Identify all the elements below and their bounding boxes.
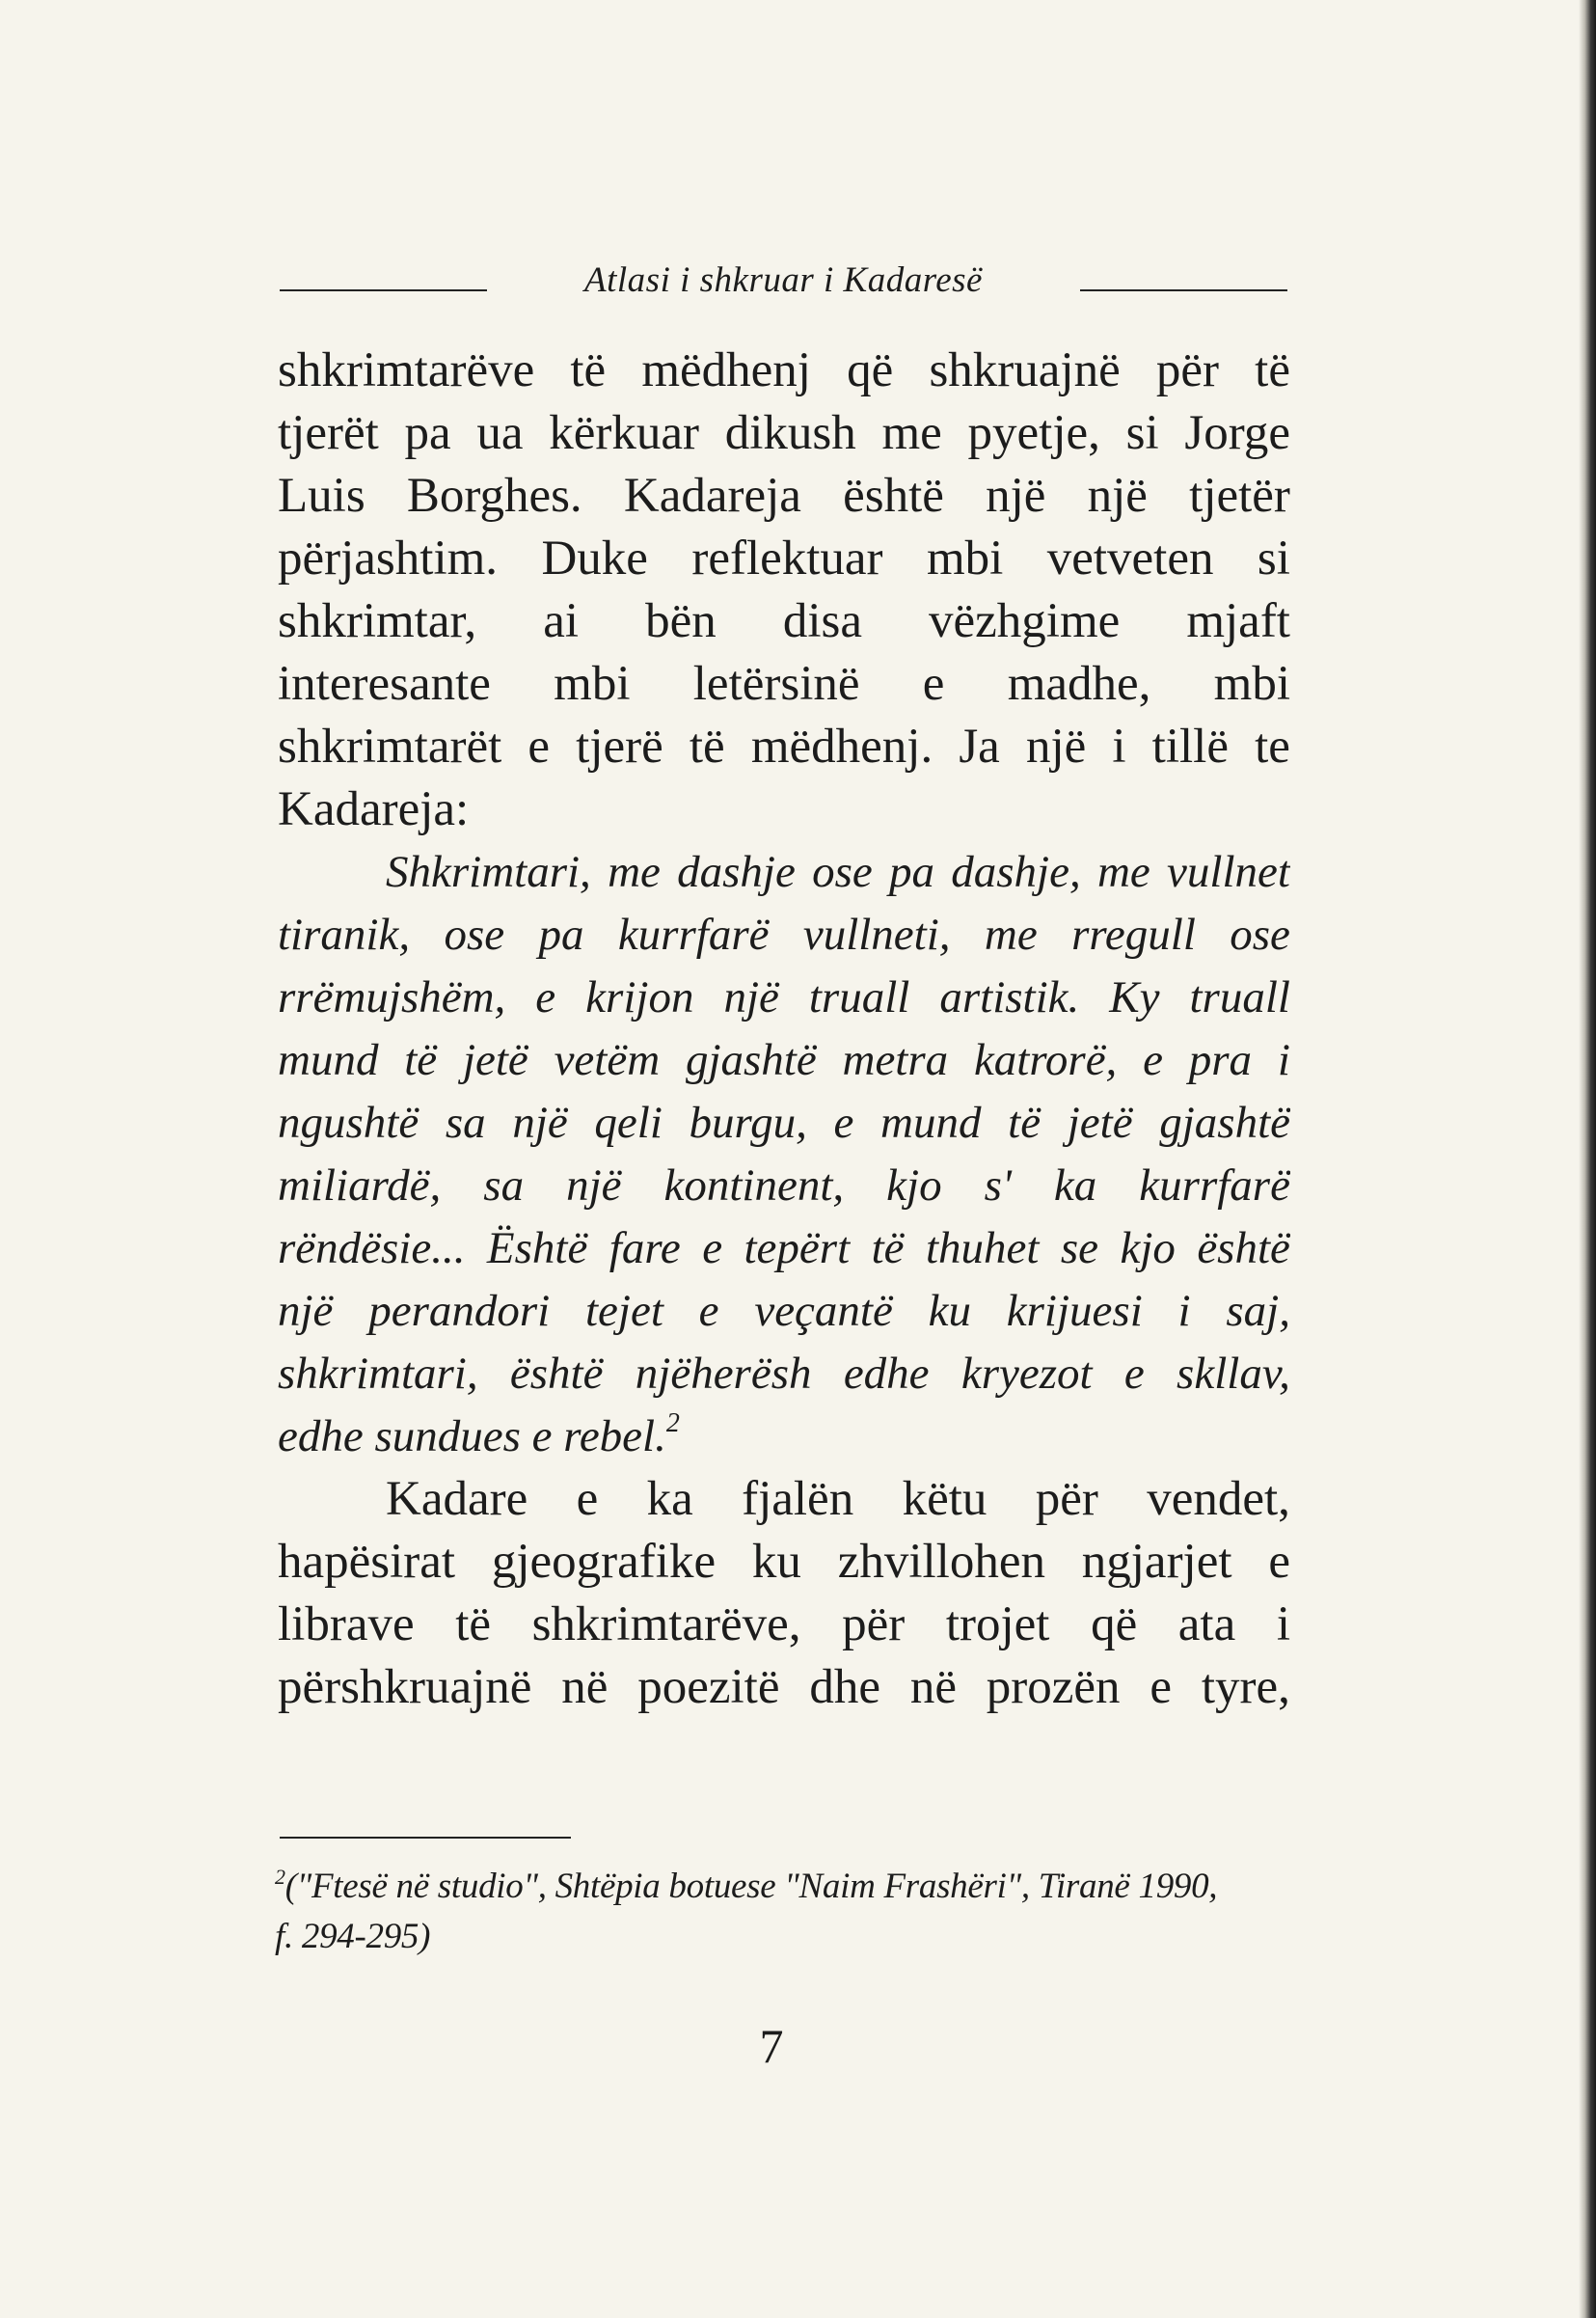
- word: kurrfarë: [617, 910, 770, 960]
- word: jetë: [1067, 1098, 1133, 1148]
- text-line: [278, 716, 1290, 778]
- word: tjerët: [278, 406, 379, 460]
- text-line: [278, 1656, 1290, 1719]
- paragraph-1: [278, 340, 1290, 841]
- word: i: [1277, 1035, 1290, 1085]
- word: vullnet: [1167, 847, 1290, 897]
- word: tjetër: [1189, 469, 1290, 523]
- word: tillë: [1151, 720, 1229, 774]
- word: sa: [483, 1160, 525, 1211]
- word: pa: [404, 406, 451, 460]
- word: kjo: [1120, 1223, 1176, 1273]
- word: se: [1060, 1223, 1099, 1273]
- word: madhe,: [1007, 657, 1151, 711]
- body-text: [278, 340, 1290, 1719]
- word: Është: [486, 1223, 588, 1273]
- word: vullneti,: [802, 910, 951, 960]
- word: kjo: [886, 1160, 942, 1211]
- word: mëdhenj: [641, 343, 811, 397]
- word: të: [455, 1597, 491, 1651]
- word: e: [698, 1286, 719, 1336]
- footnote-text: ("Ftesë në studio", Shtëpia botuese "Naim Frashëri", Tiranë 1990,: [284, 1867, 1218, 1906]
- word: në: [561, 1660, 609, 1714]
- word: ose: [444, 910, 505, 960]
- word: këtu: [902, 1472, 987, 1526]
- word: Duke: [541, 532, 648, 586]
- quote-last-line: [278, 1405, 1290, 1468]
- word: vendet,: [1147, 1472, 1290, 1526]
- word: interesante: [278, 657, 491, 711]
- word: Kadare: [386, 1472, 528, 1526]
- word: ka: [1053, 1160, 1097, 1211]
- word: është: [843, 469, 944, 523]
- word: e: [1143, 1035, 1163, 1085]
- word: mund: [278, 1035, 379, 1085]
- word: ata: [1177, 1597, 1236, 1651]
- word: librave: [278, 1597, 415, 1651]
- word: e: [1123, 1349, 1145, 1399]
- footnote-marker: 2: [275, 1865, 285, 1889]
- word: të: [871, 1223, 905, 1273]
- word: e: [576, 1472, 599, 1526]
- word: të: [689, 720, 725, 774]
- word: pa: [538, 910, 584, 960]
- footnote: [275, 1862, 1287, 1962]
- word: i: [1177, 1286, 1191, 1336]
- word: e: [535, 972, 556, 1023]
- word: ua: [476, 406, 524, 460]
- word: dikush: [724, 406, 856, 460]
- word: truall: [808, 972, 910, 1023]
- word: e: [833, 1098, 854, 1148]
- header-title: Atlasi i shkruar i Kadaresë: [584, 259, 983, 300]
- word: fjalën: [742, 1472, 854, 1526]
- word: që: [1091, 1597, 1138, 1651]
- word: krijuesi: [1006, 1286, 1143, 1336]
- word: veçantë: [754, 1286, 893, 1336]
- word: shkrimtar,: [278, 594, 477, 648]
- quote-line: [278, 967, 1290, 1029]
- word: Jorge: [1184, 406, 1290, 460]
- word: thuhet: [925, 1223, 1040, 1273]
- word: miliardë,: [278, 1160, 442, 1211]
- word: prozën: [986, 1660, 1121, 1714]
- word: një: [1087, 469, 1148, 523]
- word: me: [984, 910, 1038, 960]
- word: pyetje,: [967, 406, 1100, 460]
- word: tyre,: [1201, 1660, 1290, 1714]
- word: Shkrimtari,: [386, 847, 591, 897]
- word: jetë: [462, 1035, 528, 1085]
- word: shkrimtarët: [278, 720, 502, 774]
- word: vëzhgime: [929, 594, 1121, 648]
- paragraph-2: [278, 1468, 1290, 1719]
- page-number: 7: [759, 2019, 784, 2073]
- word: gjashtë: [1159, 1098, 1290, 1148]
- word: i: [1112, 720, 1126, 774]
- word: katrorë,: [973, 1035, 1118, 1085]
- header-rule-right: [1080, 289, 1287, 291]
- word: zhvillohen: [837, 1535, 1045, 1589]
- text-line: Kadareja:: [278, 782, 470, 836]
- word: poezitë: [637, 1660, 780, 1714]
- word: një: [512, 1098, 568, 1148]
- word: për: [842, 1597, 906, 1651]
- word: tejet: [584, 1286, 663, 1336]
- word: artistik.: [939, 972, 1080, 1023]
- word: i: [1276, 1597, 1290, 1651]
- word: mbi: [554, 657, 631, 711]
- word: si: [1125, 406, 1159, 460]
- word: truall: [1189, 972, 1290, 1023]
- word: një: [278, 1286, 334, 1336]
- word: shkrimtarëve: [278, 343, 535, 397]
- quote-line: [278, 1280, 1290, 1343]
- word: të: [570, 343, 607, 397]
- word: shkruajnë: [929, 343, 1121, 397]
- word: dashje,: [951, 847, 1081, 897]
- word: rëndësie...: [278, 1223, 466, 1273]
- word: hapësirat: [278, 1535, 456, 1589]
- word: e: [922, 657, 945, 711]
- word: është: [1197, 1223, 1290, 1273]
- word: Ja: [959, 720, 1000, 774]
- word: vetveten: [1046, 532, 1214, 586]
- text-line: [278, 528, 1290, 590]
- text-line: [278, 402, 1290, 465]
- word: ose: [812, 847, 873, 897]
- word: edhe: [843, 1349, 930, 1399]
- word: me: [608, 847, 661, 897]
- word: ngushtë: [278, 1098, 419, 1148]
- word: tiranik,: [278, 910, 411, 960]
- word: rregull: [1071, 910, 1196, 960]
- text-line: [278, 590, 1290, 653]
- scan-edge: [1579, 0, 1596, 2318]
- word: tjerë: [576, 720, 663, 774]
- quote-line: [278, 1343, 1290, 1405]
- text-line: [278, 340, 1290, 402]
- quote-line: [278, 841, 1290, 904]
- word: një: [986, 469, 1046, 523]
- word: s': [984, 1160, 1012, 1211]
- quote-line: [278, 1217, 1290, 1280]
- word: kryezot: [960, 1349, 1093, 1399]
- word: skllav,: [1177, 1349, 1290, 1399]
- word: Luis: [278, 469, 365, 523]
- word: një: [566, 1160, 622, 1211]
- word: kontinent,: [663, 1160, 845, 1211]
- word: shkrimtari,: [278, 1349, 478, 1399]
- text-line: [278, 465, 1290, 528]
- word: rrëmujshëm,: [278, 972, 506, 1023]
- running-header: [280, 256, 1287, 304]
- word: është: [509, 1349, 604, 1399]
- word: si: [1257, 532, 1290, 586]
- word: perandori: [368, 1286, 551, 1336]
- word: te: [1255, 720, 1290, 774]
- word: metra: [842, 1035, 949, 1085]
- footnote-reference[interactable]: 2: [665, 1408, 680, 1438]
- word: pra: [1188, 1035, 1253, 1085]
- footnote-rule: [280, 1837, 571, 1839]
- word: Ky: [1109, 972, 1160, 1023]
- word: kërkuar: [549, 406, 699, 460]
- word: Borghes.: [406, 469, 582, 523]
- block-quote: [278, 841, 1290, 1468]
- word: burgu,: [689, 1098, 807, 1148]
- word: tepërt: [744, 1223, 851, 1273]
- word: që: [847, 343, 894, 397]
- word: fare: [609, 1223, 681, 1273]
- word: dashje: [677, 847, 796, 897]
- quote-line: [278, 1155, 1290, 1217]
- footnote-line-1: [275, 1862, 1287, 1912]
- word: gjeografike: [491, 1535, 717, 1589]
- word: dhe: [809, 1660, 880, 1714]
- header-rule-left: [280, 289, 487, 291]
- word: përjashtim.: [278, 532, 499, 586]
- quote-line: [278, 1092, 1290, 1155]
- word: e: [527, 720, 551, 774]
- word: përshkruajnë: [278, 1660, 532, 1714]
- word: qeli: [594, 1098, 663, 1148]
- word: një: [723, 972, 779, 1023]
- word: ose: [1230, 910, 1290, 960]
- word: një: [1025, 720, 1087, 774]
- word: sa: [445, 1098, 486, 1148]
- text-line: [278, 1531, 1290, 1594]
- word: e: [1268, 1535, 1290, 1589]
- word: gjashtë: [685, 1035, 817, 1085]
- word: ka: [646, 1472, 693, 1526]
- word: mjaft: [1186, 594, 1290, 648]
- word: ai: [543, 594, 580, 648]
- word: mund: [880, 1098, 982, 1148]
- footnote-line-2: f. 294-295): [275, 1917, 431, 1956]
- quote-line: [278, 1029, 1290, 1092]
- word: për: [1155, 343, 1219, 397]
- word: me: [881, 406, 942, 460]
- word: krijon: [585, 972, 694, 1023]
- word: letërsinë: [692, 657, 860, 711]
- word: për: [1035, 1472, 1098, 1526]
- word: shkrimtarëve,: [531, 1597, 801, 1651]
- word: saj,: [1226, 1286, 1290, 1336]
- word: trojet: [945, 1597, 1050, 1651]
- word: të: [1008, 1098, 1041, 1148]
- word: njëherësh: [635, 1349, 812, 1399]
- word: ngjarjet: [1081, 1535, 1232, 1589]
- word: mëdhenj.: [750, 720, 933, 774]
- word: në: [909, 1660, 957, 1714]
- word: ku: [751, 1535, 801, 1589]
- quote-line: [278, 904, 1290, 967]
- word: të: [404, 1035, 438, 1085]
- word: e: [702, 1223, 723, 1273]
- word: bën: [645, 594, 717, 648]
- word: mbi: [926, 532, 1004, 586]
- word: disa: [782, 594, 862, 648]
- word: kurrfarë: [1139, 1160, 1290, 1211]
- text-line: [278, 1468, 1290, 1531]
- quote-line: edhe sundues e rebel.: [278, 1411, 666, 1461]
- word: vetëm: [554, 1035, 661, 1085]
- word: ku: [928, 1286, 971, 1336]
- word: Kadareja: [623, 469, 801, 523]
- word: të: [1255, 343, 1290, 397]
- text-line: [278, 1594, 1290, 1656]
- word: me: [1096, 847, 1150, 897]
- word: e: [1150, 1660, 1173, 1714]
- word: pa: [889, 847, 934, 897]
- text-line: [278, 653, 1290, 716]
- word: mbi: [1213, 657, 1290, 711]
- word: reflektuar: [691, 532, 883, 586]
